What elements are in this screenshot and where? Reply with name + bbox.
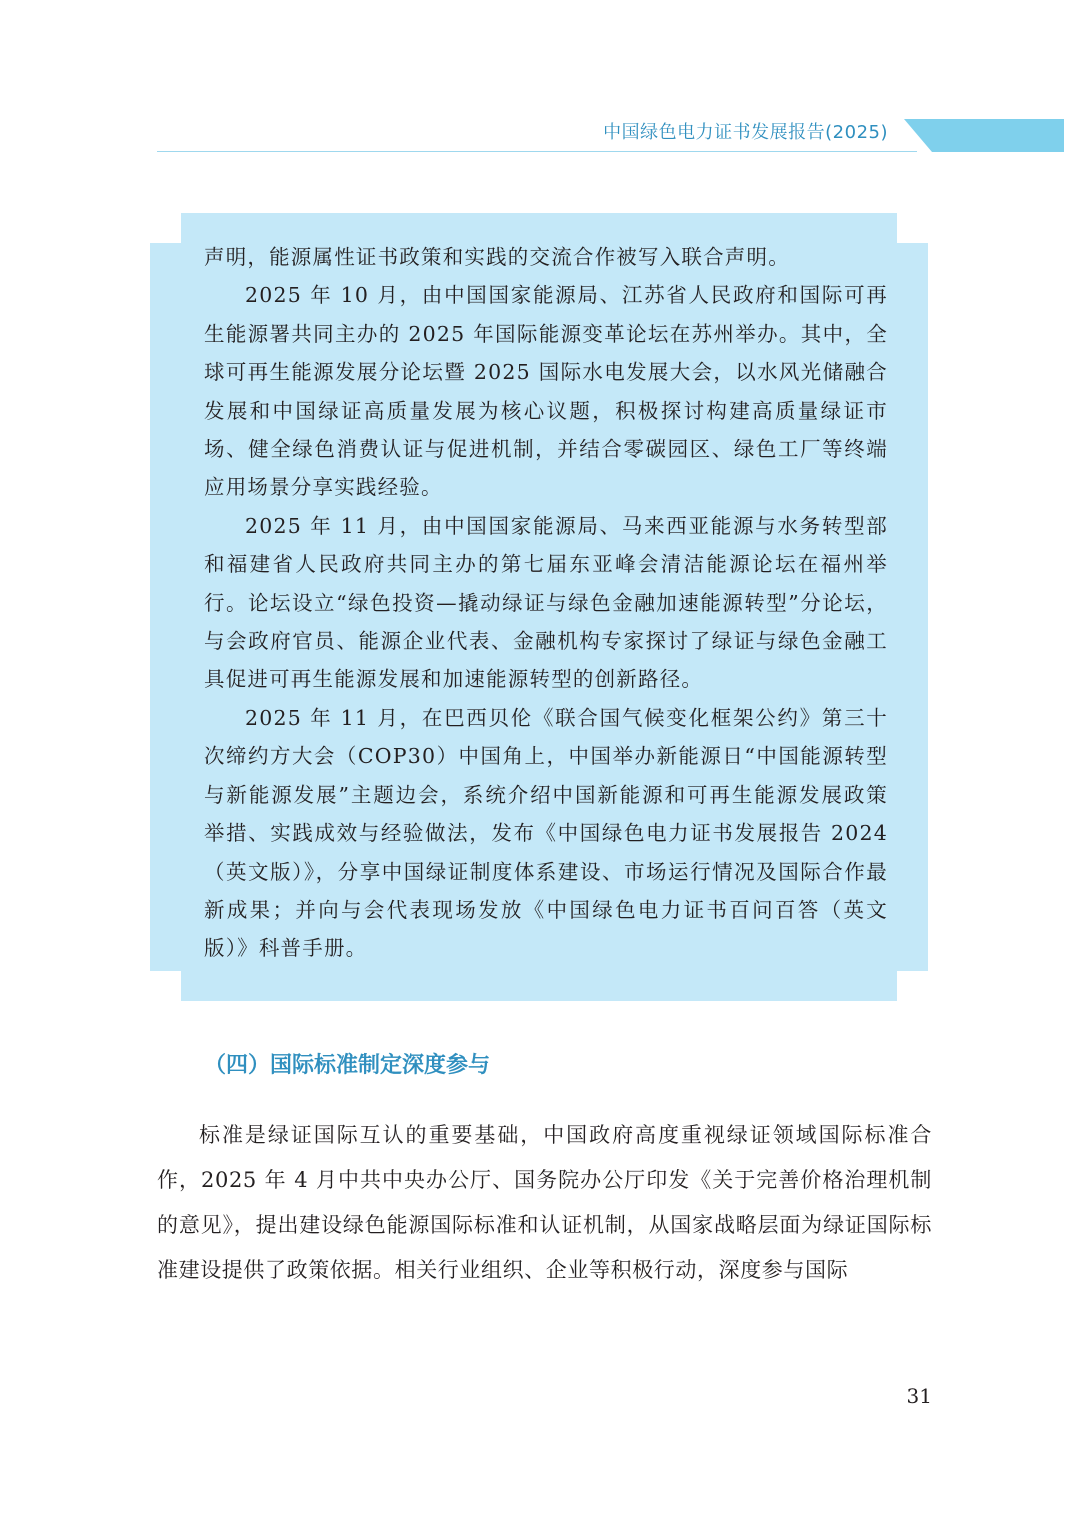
body-paragraph: 标准是绿证国际互认的重要基础，中国政府高度重视绿证领域国际标准合作，2025 年 4 月中共中央办公厅、国务院办公厅印发《关于完善价格治理机制的意见》，提出建设绿色能源国际标准和认证机制，从国家战略层面为绿证国际标准建设提供了政策依据。相关行业组织、企业等积极行动，深度参与国际 <box>157 1123 932 1282</box>
running-header-title: 中国绿色电力证书发展报告(2025) <box>603 122 888 143</box>
callout-paragraph-3: 2025 年 11 月，由中国国家能源局、马来西亚能源与水务转型部和福建省人民政府共同主办的第七届东亚峰会清洁能源论坛在福州举行。论坛设立“绿色投资—撬动绿证与绿色金融加速能源转型”分论坛，与会政府官员、能源企业代表、金融机构专家探讨了绿证与绿色金融工具促进可再生能源发展和加速能源转型的创新路径。 <box>204 513 888 692</box>
header-divider <box>157 151 917 152</box>
page-number: 31 <box>906 1384 932 1408</box>
callout-paragraph-1: 声明，能源属性证书政策和实践的交流合作被写入联合声明。 <box>204 245 790 269</box>
callout-paragraph-4: 2025 年 11 月，在巴西贝伦《联合国气候变化框架公约》第三十次缔约方大会（COP30）中国角上，中国举办新能源日“中国能源转型与新能源发展”主题边会，系统介绍中国新能源和可再生能源发展政策举措、实践成效与经验做法，发布《中国绿色电力证书发展报告 2024（英文版）》，分享中国绿证制度体系建设、市场运行情况及国际合作最新成果；并向与会代表现场发放《中国绿色电力证书百问百答（英文版）》科普手册。 <box>204 705 888 961</box>
section-heading: （四）国际标准制定深度参与 <box>204 1053 491 1078</box>
callout-paragraph-2: 2025 年 10 月，由中国国家能源局、江苏省人民政府和国际可再生能源署共同主办的 2025 年国际能源变革论坛在苏州举办。其中，全球可再生能源发展分论坛暨 2025 国际水电发展大会，以水风光储融合发展和中国绿证高质量发展为核心议题，积极探讨构建高质量绿证市场、健全绿色消费认证与促进机制，并结合零碳园区、绿色工厂等终端应用场景分享实践经验。 <box>204 283 888 500</box>
header-decorative-tab <box>904 119 1064 152</box>
callout-box-text <box>204 238 888 968</box>
body-text <box>157 1113 932 1293</box>
